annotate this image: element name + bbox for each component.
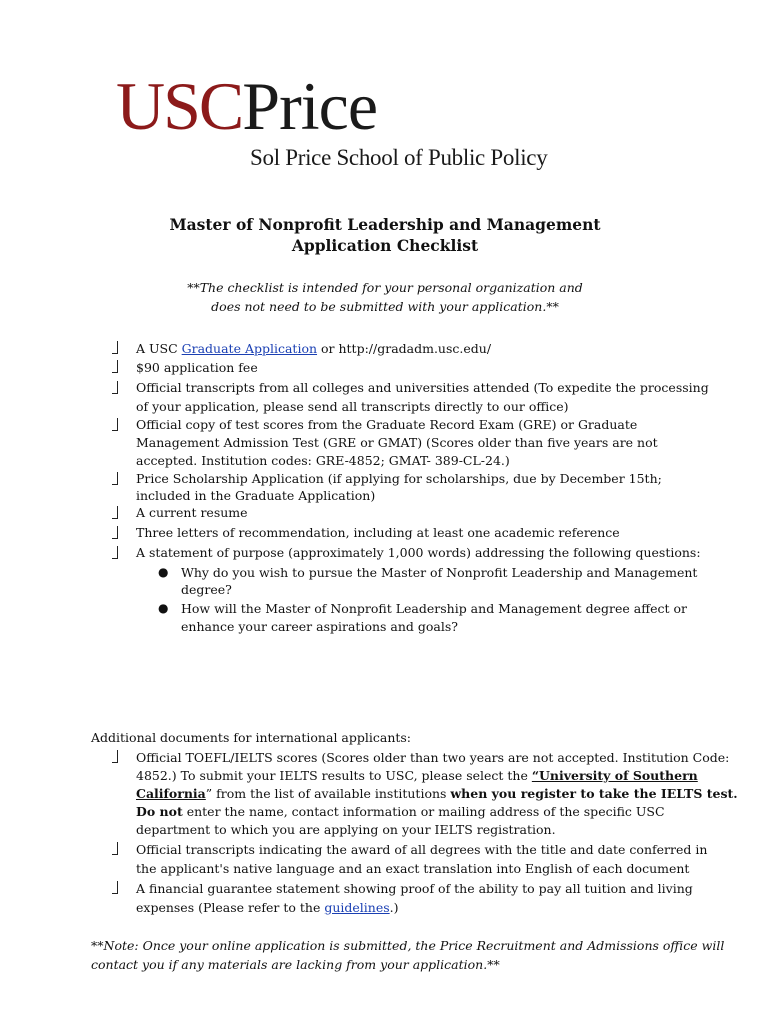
checklist-item-test-scores-cont: accepted. Institution codes: GRE-4852; GMAT- 389-CL-24.) — [136, 453, 510, 468]
checkbox-icon — [112, 545, 122, 561]
checkbox-icon — [112, 525, 122, 541]
statement-question-2: How will the Master of Nonprofit Leadership and Management degree affect or — [181, 601, 687, 616]
logo-subtitle: Sol Price School of Public Policy — [250, 145, 548, 170]
international-item-toefl-cont — [136, 802, 665, 821]
checkbox-icon — [112, 380, 122, 396]
item-text: 4852.) To submit your IELTS results to USC, please select the — [136, 768, 532, 783]
checklist-item-test-scores-cont: Management Admission Test (GRE or GMAT) (Scores older than five years are not — [136, 435, 658, 450]
checklist-item-recommendations: Three letters of recommendation, including at least one academic reference — [136, 525, 620, 540]
international-item-transcripts: Official transcripts indicating the award of all degrees with the title and date conferred in — [136, 842, 708, 857]
checklist-item-fee: $90 application fee — [136, 360, 258, 375]
international-item-financial: A financial guarantee statement showing proof of the ability to pay all tuition and living — [136, 881, 693, 896]
item-text-emphasis: Do not — [136, 804, 183, 819]
item-text: ” from the list of available institutions — [205, 786, 451, 801]
checklist-item-statement: A statement of purpose (approximately 1,000 words) addressing the following questions: — [136, 545, 701, 560]
logo-price-text: Price — [242, 68, 377, 144]
item-text: .) — [389, 900, 399, 915]
item-text: A USC — [136, 341, 182, 356]
checklist-item-test-scores: Official copy of test scores from the Graduate Record Exam (GRE) or Graduate — [136, 417, 638, 432]
logo-usc-text: USC — [116, 68, 243, 144]
international-heading: Additional documents for international applicants: — [91, 730, 412, 745]
item-text-emphasis: “University of Southern — [531, 768, 698, 783]
checklist-item-transcripts: Official transcripts from all colleges and universities attended (To expedite the processing — [136, 380, 709, 395]
item-text: enter the name, contact information or mailing address of the specific USC — [182, 804, 665, 819]
international-item-financial-cont — [136, 898, 399, 917]
checkbox-icon — [112, 359, 122, 375]
statement-question-2-cont: enhance your career aspirations and goals? — [181, 619, 458, 634]
international-item-toefl-cont — [136, 784, 738, 803]
usc-price-logo — [116, 68, 377, 144]
checklist-item-scholarship: Price Scholarship Application (if applying for scholarships, due by December 15th; — [136, 471, 662, 486]
closing-note-line2: contact you if any materials are lacking from your application.** — [91, 957, 500, 972]
international-item-toefl-cont: department to which you are applying on your IELTS registration. — [136, 822, 556, 837]
checkbox-icon — [112, 880, 122, 896]
intro-note-line1: **The checklist is intended for your personal organization and — [187, 280, 583, 295]
checkbox-icon — [112, 749, 122, 765]
page-title-line1: Master of Nonprofit Leadership and Management — [169, 215, 601, 234]
statement-question-1-cont: degree? — [181, 582, 232, 597]
item-text-emphasis: California — [136, 786, 206, 801]
item-text: or http://gradadm.usc.edu/ — [317, 341, 492, 356]
bullet-icon: ● — [158, 565, 169, 579]
checklist-item-application — [136, 339, 491, 358]
checkbox-icon — [112, 505, 122, 521]
checklist-item-transcripts-cont: of your application, please send all transcripts directly to our office) — [136, 399, 569, 414]
page-title-line2: Application Checklist — [291, 236, 479, 255]
guidelines-link[interactable]: guidelines — [324, 900, 390, 915]
checkbox-icon — [112, 471, 122, 487]
checkbox-icon — [112, 841, 122, 857]
bullet-icon: ● — [158, 601, 169, 615]
checklist-item-scholarship-cont: included in the Graduate Application) — [136, 488, 376, 503]
closing-note-line1: **Note: Once your online application is submitted, the Price Recruitment and Admissions office will — [91, 938, 725, 953]
international-item-toefl-cont — [136, 766, 698, 785]
intro-note-line2: does not need to be submitted with your application.** — [211, 299, 559, 314]
item-text: expenses (Please refer to the — [136, 900, 325, 915]
checkbox-icon — [112, 417, 122, 433]
graduate-application-link[interactable]: Graduate Application — [181, 341, 318, 356]
item-text-emphasis: when you register to take the IELTS test. — [450, 786, 738, 801]
international-item-transcripts-cont: the applicant's native language and an exact translation into English of each document — [136, 861, 690, 876]
checklist-item-resume: A current resume — [136, 505, 248, 520]
international-item-toefl: Official TOEFL/IELTS scores (Scores older than two years are not accepted. Institution Code: — [136, 750, 730, 765]
checkbox-icon — [112, 340, 122, 356]
statement-question-1: Why do you wish to pursue the Master of Nonprofit Leadership and Management — [181, 565, 698, 580]
